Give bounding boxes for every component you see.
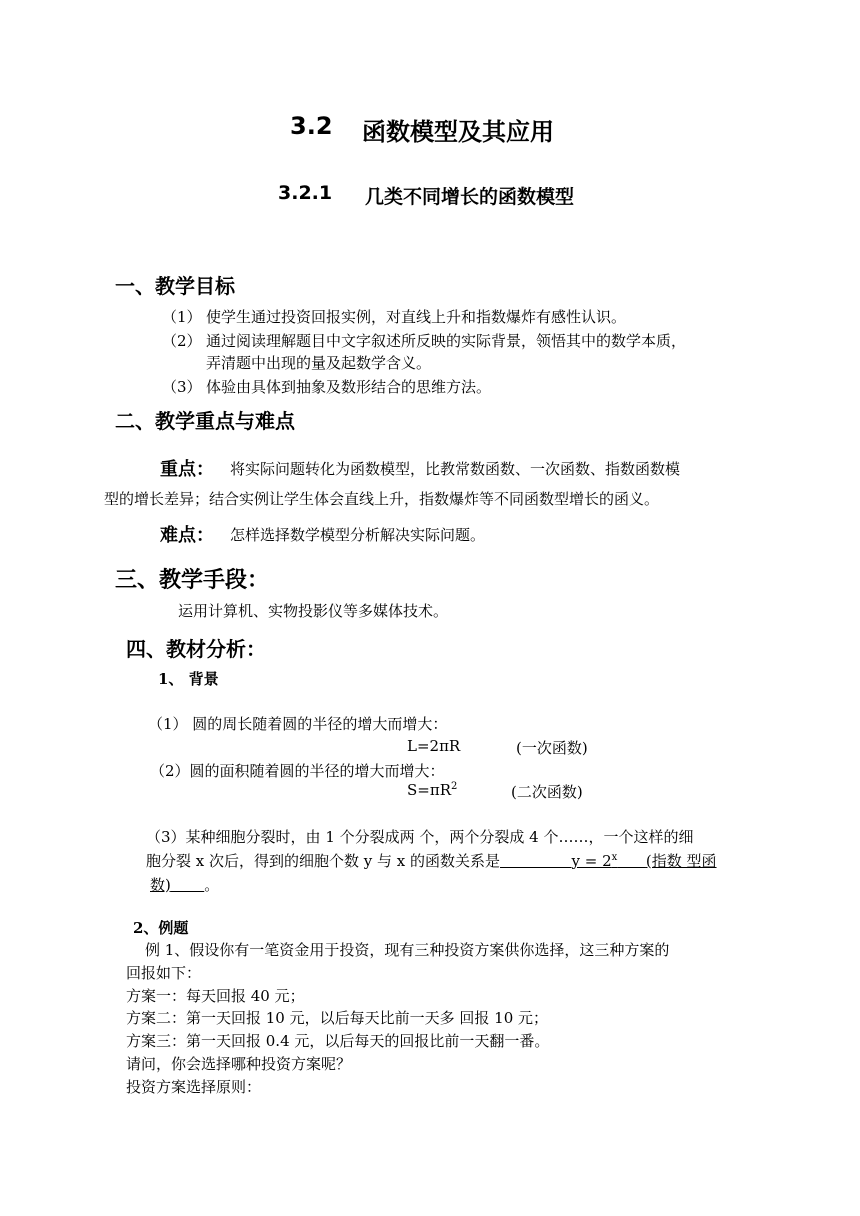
formula-circumference-note: (一次函数) — [516, 739, 588, 757]
section-heading-methods: 三、教学手段： — [115, 568, 270, 593]
answer-note: (指数 型函 — [645, 852, 717, 870]
plan-2: 方案二：第一天回报 10 元，以后每天比前一天多 回报 10 元； — [126, 1009, 549, 1027]
title-number: 3.2 — [290, 112, 333, 140]
formula-area-exponent: 2 — [451, 781, 458, 792]
objective-2-num: （2） — [162, 332, 202, 350]
subheading-examples: 2、例题 — [133, 919, 189, 937]
page-title: 函数模型及其应用 — [362, 118, 554, 146]
key-point-label: 重点： — [160, 459, 214, 480]
background-item-2: （2）圆的面积随着圆的半径的增大而增大： — [150, 762, 445, 780]
plan-3: 方案三：第一天回报 0.4 元，以后每天的回报比前一天翻一番。 — [126, 1032, 550, 1050]
question: 请问，你会选择哪种投资方案呢？ — [126, 1055, 352, 1073]
formula-circumference: L=2πR — [407, 737, 461, 755]
methods-text: 运用计算机、实物投影仪等多媒体技术。 — [178, 602, 449, 620]
key-point-text-line2: 型的增长差异；结合实例让学生体会直线上升，指数爆炸等不同函数型增长的函义。 — [104, 490, 660, 508]
example-1-line1: 例 1、假设你有一笔资金用于投资，现有三种投资方案供你选择，这三种方案的 — [145, 941, 670, 959]
answer-blank-end — [150, 876, 204, 894]
background-item-3-text: 胞分裂 x 次后，得到的细胞个数 y 与 x 的函数关系是 — [146, 852, 501, 870]
objective-1-num: （1） — [162, 308, 202, 326]
objective-2-continuation: 弄清题中出现的量及起数学含义。 — [206, 354, 432, 372]
section-heading-objectives: 一、教学目标 — [115, 274, 235, 298]
answer-formula-exponent: x — [611, 852, 618, 863]
objective-3-text: 体验由具体到抽象及数形结合的思维方法。 — [206, 378, 492, 396]
subheading-background: 1、 背景 — [158, 670, 219, 688]
answer-blank-formula — [500, 852, 717, 870]
background-item-3-line1: （3）某种细胞分裂时，由 1 个分裂成两 个，两个分裂成 4 个……，一个这样的细 — [146, 828, 694, 846]
formula-area-note: (二次函数) — [511, 783, 583, 801]
section-heading-analysis: 四、教材分析： — [126, 637, 266, 661]
background-item-1: （1） 圆的周长随着圆的半径的增大而增大： — [148, 715, 448, 733]
plan-1: 方案一：每天回报 40 元； — [126, 987, 305, 1005]
subtitle-number: 3.2.1 — [278, 182, 333, 204]
objective-2-text: 通过阅读理解题目中文字叙述所反映的实际背景，领悟其中的数学本质， — [206, 332, 687, 350]
selection-principle: 投资方案选择原则： — [126, 1078, 262, 1096]
background-item-3-line3 — [150, 874, 219, 895]
difficulty-text: 怎样选择数学模型分析解决实际问题。 — [230, 526, 486, 544]
sentence-end: 。 — [204, 876, 220, 894]
example-1-line2: 回报如下： — [126, 964, 202, 982]
answer-note-end: 数) — [150, 876, 171, 894]
answer-formula: y = 2 — [571, 852, 612, 870]
formula-area — [407, 781, 457, 799]
objective-1-text: 使学生通过投资回报实例，对直线上升和指数爆炸有感性认识。 — [206, 308, 627, 326]
section-heading-key-points: 二、教学重点与难点 — [115, 409, 295, 433]
formula-area-base: S=πR — [407, 781, 451, 799]
objective-3-num: （3） — [162, 378, 202, 396]
background-item-3-line2 — [146, 850, 717, 871]
page-subtitle: 几类不同增长的函数模型 — [365, 186, 575, 208]
difficulty-label: 难点： — [160, 525, 214, 546]
key-point-text-line1: 将实际问题转化为函数模型，比教常数函数、一次函数、指数函数模 — [230, 460, 681, 478]
